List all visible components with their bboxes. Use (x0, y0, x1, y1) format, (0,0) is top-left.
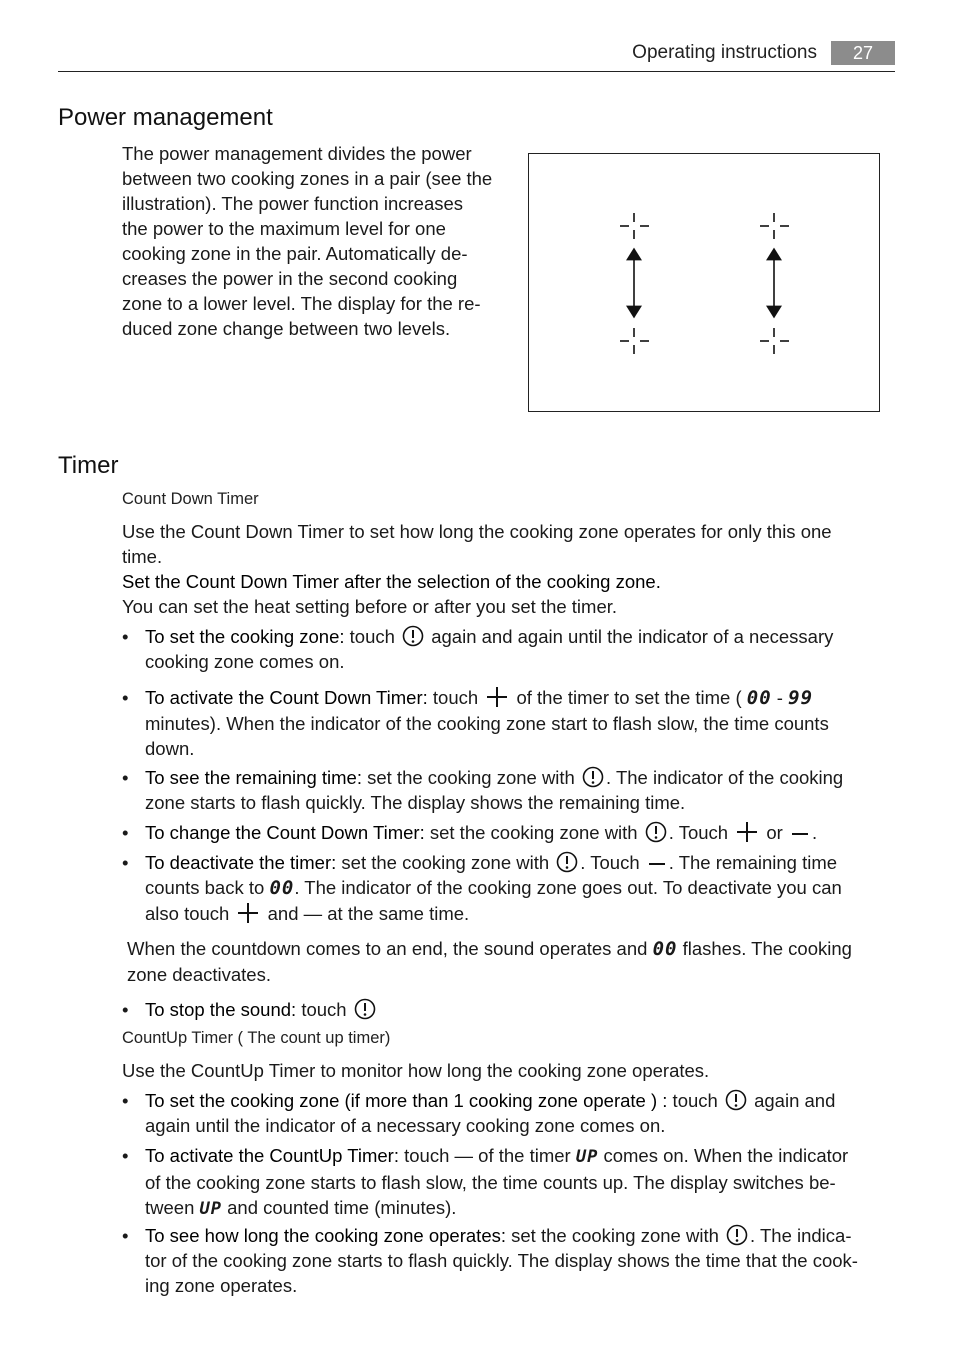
power-management-illustration (528, 153, 880, 412)
timer-select-icon (582, 766, 604, 788)
important-note: Set the Count Down Timer after the selection of the cooking zone. (122, 571, 661, 592)
timer-select-icon (402, 625, 424, 647)
text-line: The power management divides the power (122, 143, 472, 164)
power-management-heading: Power management (58, 104, 273, 131)
text-line: the power to the maximum level for one (122, 218, 446, 239)
timer-select-icon (556, 851, 578, 873)
text-line: between two cooking zones in a pair (see the (122, 168, 493, 189)
timer-select-icon (726, 1224, 748, 1246)
up-display-icon: UP (199, 1199, 222, 1219)
text-line: zone to a lower level. The display for the re- (122, 293, 481, 314)
timer-select-icon (725, 1089, 747, 1111)
countdown-end-paragraph: When the countdown comes to an end, the sound operates and 00 flashes. The cooking zone deactivates. (127, 938, 852, 985)
list-item: • To set the cooking zone (if more than 1 cooking zone operate ) : touch again and again until the indicator of a necessary cooking zone comes on. (122, 1090, 836, 1136)
zone-indicator-icon (760, 213, 789, 239)
list-item: • To stop the sound: touch (122, 997, 892, 1022)
minus-icon (790, 821, 810, 843)
page-header (58, 38, 895, 72)
count-down-intro (122, 519, 892, 619)
list-item: • To activate the Count Down Timer: touch of the timer to set the time ( 00 - 99 minutes). When the indicator of the cooking zone start to flash slow, the time counts down. (122, 687, 829, 759)
zone-indicator-icon (620, 213, 649, 239)
plus-icon (236, 902, 260, 924)
power-management-paragraph (122, 141, 512, 341)
count-up-intro: Use the CountUp Timer to monitor how long the cooking zone operates. (122, 1060, 710, 1081)
up-display-icon: UP (575, 1147, 599, 1167)
minus-icon (647, 851, 667, 873)
count-down-timer-subheading: Count Down Timer (122, 490, 259, 508)
seven-segment-digits: 99 (788, 687, 814, 709)
list-item: • To see how long the cooking zone operates: set the cooking zone with . The indica- tor of the cooking zone starts to flash quickly. The display shows the time that the cook- ing zone operates. (122, 1225, 858, 1296)
list-item: • To change the Count Down Timer: set the cooking zone with . Touch or . (122, 822, 818, 843)
text-line: time. (122, 546, 163, 567)
seven-segment-digits: 00 (269, 877, 295, 899)
zone-indicator-icon (620, 328, 649, 354)
timer-heading: Timer (58, 452, 119, 479)
text-line: creases the power in the second cooking (122, 268, 458, 289)
seven-segment-digits: 00 (746, 687, 772, 709)
seven-segment-digits: 00 (652, 938, 678, 960)
page-number: 27 (831, 41, 895, 65)
list-item: • To see the remaining time: set the cooking zone with . The indicator of the cooking zone starts to flash quickly. The display shows the remaining time. (122, 767, 844, 813)
cooking-zone-pair-diagram (529, 154, 878, 410)
text-line: duced zone change between two levels. (122, 318, 451, 339)
plus-icon (735, 821, 759, 843)
count-up-timer-subheading: CountUp Timer ( The count up timer) (122, 1029, 391, 1047)
list-item: • To deactivate the timer: set the cooking zone with . Touch . The remaining time counts back to 00. The indicator of the cooking zone goes out. To deactivate you can also touch and — at the same time. (122, 852, 842, 924)
timer-select-icon (645, 821, 667, 843)
plus-icon (485, 686, 509, 708)
text-line: Use the Count Down Timer to set how long the cooking zone operates for only this one (122, 521, 832, 542)
zone-indicator-icon (760, 328, 789, 354)
list-item: • To set the cooking zone: touch again and again until the indicator of a necessary cooking zone comes on. (122, 626, 834, 672)
text-line: cooking zone in the pair. Automatically de- (122, 243, 468, 264)
timer-select-icon (354, 998, 376, 1020)
text-line: You can set the heat setting before or after you set the timer. (122, 596, 618, 617)
list-item: • To activate the CountUp Timer: touch — of the timer UP comes on. When the indicator of the cooking zone starts to flash slow, the time counts up. The display switches be- tween UP and counted time (minutes). (122, 1145, 849, 1219)
header-title: Operating instructions (632, 42, 817, 63)
text-line: illustration). The power function increases (122, 193, 464, 214)
